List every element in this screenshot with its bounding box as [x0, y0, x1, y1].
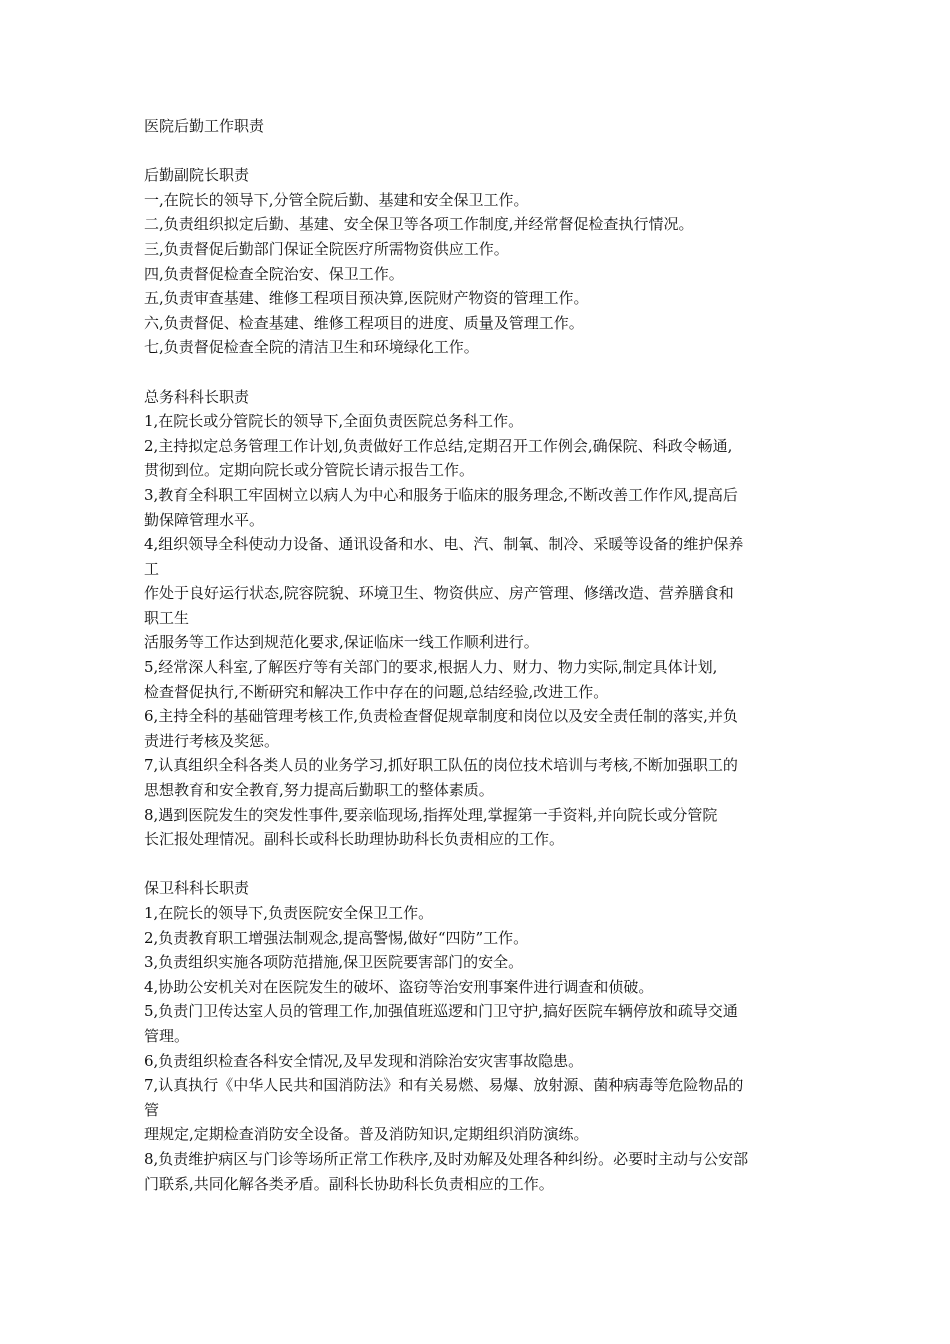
section-body [144, 901, 850, 1196]
text-line: 3,教育全科职工牢固树立以病人为中心和服务于临床的服务理念,不断改善工作作风,提高后 [144, 485, 738, 504]
text-line: 6,主持全科的基础管理考核工作,负责检查督促规章制度和岗位以及安全责任制的落实,并负 [144, 707, 738, 726]
text-line: 五,负责审查基建、维修工程项目预决算,医院财产物资的管理工作。 [144, 289, 589, 308]
text-line: 2,主持拟定总务管理工作计划,负责做好工作总结,定期召开工作例会,确保院、科政令畅通, [144, 436, 733, 455]
section-vice-president-logistics [144, 163, 850, 360]
text-line: 管理。 [144, 1026, 190, 1045]
text-line: 四,负责督促检查全院治安、保卫工作。 [144, 264, 404, 283]
section-body [144, 409, 850, 852]
text-line: 3,负责组织实施各项防范措施,保卫医院要害部门的安全。 [144, 953, 524, 972]
text-line: 贯彻到位。定期向院长或分管院长请示报告工作。 [144, 461, 475, 480]
section-heading: 总务科科长职责 [144, 387, 250, 406]
text-line: 二,负责组织拟定后勤、基建、安全保卫等各项工作制度,并经常督促检查执行情况。 [144, 215, 694, 234]
text-line: 门联系,共同化解各类矛盾。副科长协助科长负责相应的工作。 [144, 1174, 554, 1193]
text-line: 理规定,定期检查消防安全设备。普及消防知识,定期组织消防演练。 [144, 1125, 589, 1144]
text-line: 勤保障管理水平。 [144, 510, 265, 529]
text-line: 7,认真执行《中华人民共和国消防法》和有关易燃、易爆、放射源、菌种病毒等危险物品的 [144, 1076, 744, 1095]
text-line: 6,负责组织检查各科安全情况,及早发现和消除治安灾害事故隐患。 [144, 1051, 584, 1070]
text-line: 责进行考核及奖惩。 [144, 731, 280, 750]
text-line: 检查督促执行,不断研究和解决工作中存在的问题,总结经验,改进工作。 [144, 682, 609, 701]
text-line: 5,经常深人科室,了解医疗等有关部门的要求,根据人力、财力、物力实际,制定具体计划, [144, 658, 718, 677]
text-line: 4,协助公安机关对在医院发生的破坏、盗窃等治安刑事案件进行调查和侦破。 [144, 977, 654, 996]
text-line: 管 [144, 1100, 160, 1119]
text-line: 职工生 [144, 608, 190, 627]
text-line: 活服务等工作达到规范化要求,保证临床一线工作顺利进行。 [144, 633, 539, 652]
text-line: 长汇报处理情况。副科长或科长助理协助科长负责相应的工作。 [144, 830, 565, 849]
document-title: 医院后勤工作职责 [144, 117, 265, 135]
text-line: 7,认真组织全科各类人员的业务学习,抓好职工队伍的岗位技术培训与考核,不断加强职工的 [144, 756, 738, 775]
section-heading: 后勤副院长职责 [144, 166, 250, 185]
section-general-affairs-chief [144, 385, 850, 852]
section-security-chief [144, 876, 850, 1196]
text-line: 六,负责督促、检查基建、维修工程项目的进度、质量及管理工作。 [144, 313, 584, 332]
section-body [144, 188, 850, 360]
text-line: 工 [144, 559, 160, 578]
text-line: 1,在院长的领导下,负责医院安全保卫工作。 [144, 904, 434, 922]
text-line: 作处于良好运行状态,院容院貌、环境卫生、物资供应、房产管理、修缮改造、营养膳食和 [144, 584, 734, 603]
text-line: 七,负责督促检查全院的清洁卫生和环境绿化工作。 [144, 338, 479, 357]
text-line: 8,遇到医院发生的突发性事件,要亲临现场,指挥处理,掌握第一手资料,并向院长或分管院 [144, 805, 718, 824]
text-line: 2,负责教育职工增强法制观念,提高警惕,做好“四防”工作。 [144, 928, 529, 947]
text-line: 思想教育和安全教育,努力提高后勤职工的整体素质。 [144, 781, 494, 800]
text-line: 5,负责门卫传达室人员的管理工作,加强值班巡逻和门卫守护,搞好医院车辆停放和疏导交通 [144, 1002, 738, 1021]
text-line: 8,负责维护病区与门诊等场所正常工作秩序,及时劝解及处理各种纠纷。必要时主动与公安部 [144, 1149, 749, 1168]
text-line: 一,在院长的领导下,分管全院后勤、基建和安全保卫工作。 [144, 190, 529, 209]
text-line: 1,在院长或分管院长的领导下,全面负责医院总务科工作。 [144, 412, 524, 431]
text-line: 三,负责督促后勤部门保证全院医疗所需物资供应工作。 [144, 239, 509, 258]
text-line: 4,组织领导全科使动力设备、通讯设备和水、电、汽、制氧、制冷、采暖等设备的维护保养 [144, 535, 744, 554]
section-heading: 保卫科科长职责 [144, 879, 250, 898]
